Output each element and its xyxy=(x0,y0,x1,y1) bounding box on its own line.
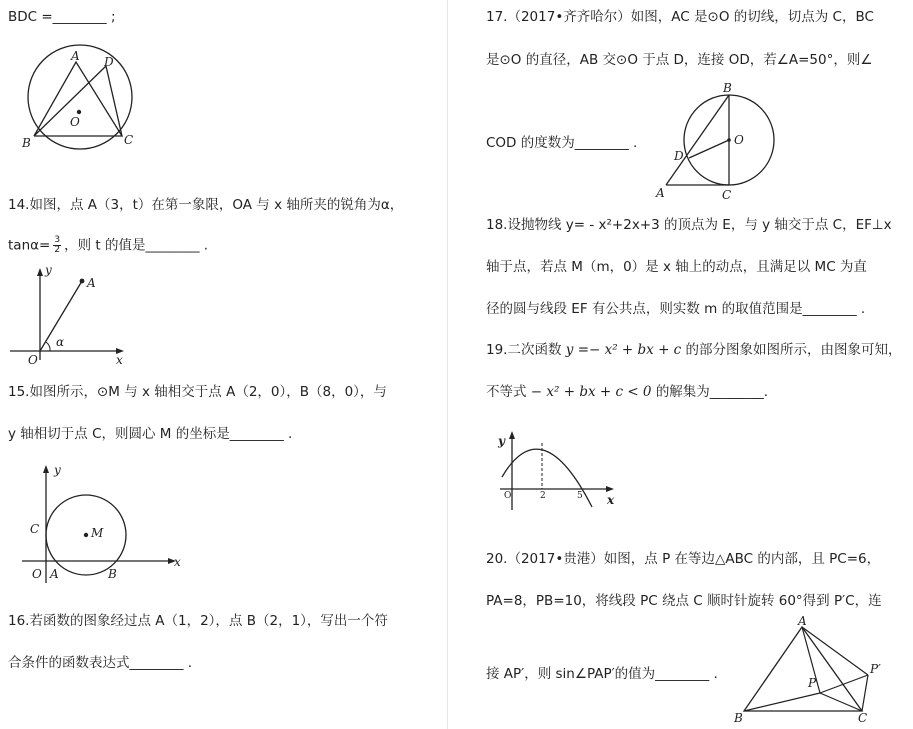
q19-formula: y =− x² + bx + c xyxy=(565,342,682,358)
fig13-label-d: D xyxy=(104,55,114,69)
fig15-label-a: A xyxy=(50,567,59,581)
fig17-label-o: O xyxy=(734,133,744,147)
fig19-label-o: O xyxy=(504,491,512,501)
fig14-label-a: A xyxy=(87,276,96,290)
figure-q13-circle-triangle xyxy=(0,0,150,160)
q17-line3: COD 的度数为________ . xyxy=(486,135,638,151)
fig15-label-m: M xyxy=(91,526,104,540)
fig19-label-5: 5 xyxy=(577,491,583,501)
fig20-label-b: B xyxy=(734,711,743,725)
fig17-label-b: B xyxy=(723,81,732,95)
q17-line1: 17.（2017•齐齐哈尔）如图，AC 是⊙O 的切线，切点为 C，BC xyxy=(486,9,874,25)
q19-inequality: − x² + bx + c < 0 xyxy=(530,384,652,400)
figure-q17-tangent xyxy=(650,78,790,203)
q19-line1 xyxy=(486,341,902,359)
fig14-label-o: O xyxy=(28,353,38,367)
q14-tan-label: tanα= xyxy=(8,237,51,254)
fig17-label-a: A xyxy=(656,186,665,200)
fig14-label-x: x xyxy=(116,353,123,367)
fig19-label-x: x xyxy=(607,493,615,507)
fig17-label-d: D xyxy=(674,149,684,163)
fig17-label-c: C xyxy=(722,188,732,202)
fig13-label-c: C xyxy=(124,133,134,147)
q14-line2 xyxy=(8,236,208,255)
q19-ineq-suffix: 的解集为________. xyxy=(655,384,769,400)
fig20-label-c: C xyxy=(858,711,868,725)
q20-line3: 接 AP′，则 sin∠PAP′的值为________ . xyxy=(486,666,718,682)
q18-line3: 径的圆与线段 EF 有公共点，则实数 m 的取值范围是________ . xyxy=(486,301,866,317)
q16-line1: 16.若函数的图象经过点 A（1，2），点 B（2，1），写出一个符 xyxy=(8,613,388,629)
fig20-label-p: P xyxy=(808,676,817,690)
q14-frac-den: 2 xyxy=(54,245,61,255)
figure-q15-circle xyxy=(0,455,190,590)
q19-line2 xyxy=(486,383,768,401)
q14-frac-num: 3 xyxy=(54,235,61,245)
q19-ineq-prefix: 不等式 xyxy=(486,384,527,400)
q20-line2: PA=8，PB=10，将线段 PC 绕点 C 顺时针旋转 60°得到 P′C，连 xyxy=(486,593,882,609)
q19-suffix: 的部分图象如图所示，由图象可知， xyxy=(685,342,902,358)
figure-q20-rotation xyxy=(730,615,910,729)
q14-fraction xyxy=(53,236,61,255)
fig13-label-a: A xyxy=(71,49,80,63)
q15-line1: 15.如图所示，⊙M 与 x 轴相交于点 A（2，0），B（8，0），与 xyxy=(8,384,387,400)
fig14-label-alpha: α xyxy=(56,335,65,349)
q14-line1: 14.如图，点 A（3，t）在第一象限，OA 与 x 轴所夹的锐角为α， xyxy=(8,197,404,213)
fig15-label-c: C xyxy=(30,522,40,536)
fig15-label-x: x xyxy=(174,555,181,569)
figure-q19-parabola xyxy=(490,425,620,520)
fig19-label-y: y xyxy=(498,434,505,448)
fig13-label-b: B xyxy=(22,136,31,150)
fig15-label-b: B xyxy=(108,567,117,581)
q18-line2: 轴于点，若点 M（m，0）是 x 轴上的动点，且满足以 MC 为直 xyxy=(486,259,867,275)
q13-answer-line: BDC =________ ; xyxy=(8,9,116,25)
fig13-label-o: O xyxy=(70,115,80,129)
q18-line1: 18.设抛物线 y= - x²+2x+3 的顶点为 E，与 y 轴交于点 C，EF⊥x xyxy=(486,217,892,233)
q19-prefix: 19.二次函数 xyxy=(486,342,562,358)
column-divider xyxy=(447,0,448,729)
fig14-label-y: y xyxy=(45,263,52,277)
q20-line1: 20.（2017•贵港）如图，点 P 在等边△ABC 的内部，且 PC=6， xyxy=(486,551,881,567)
q14-tail: ，则 t 的值是________ . xyxy=(64,237,209,254)
fig20-label-a: A xyxy=(798,614,807,628)
fig20-label-p-prime: P′ xyxy=(870,662,881,676)
q16-line2: 合条件的函数表达式________ . xyxy=(8,655,193,671)
figure-q14-angle xyxy=(0,260,140,370)
q17-line2: 是⊙O 的直径，AB 交⊙O 于点 D，连接 OD，若∠A=50°，则∠ xyxy=(486,52,873,68)
fig15-label-o: O xyxy=(32,567,42,581)
q15-line2: y 轴相切于点 C，则圆心 M 的坐标是________ . xyxy=(8,426,293,442)
fig15-label-y: y xyxy=(54,463,61,477)
fig19-label-2: 2 xyxy=(540,491,546,501)
